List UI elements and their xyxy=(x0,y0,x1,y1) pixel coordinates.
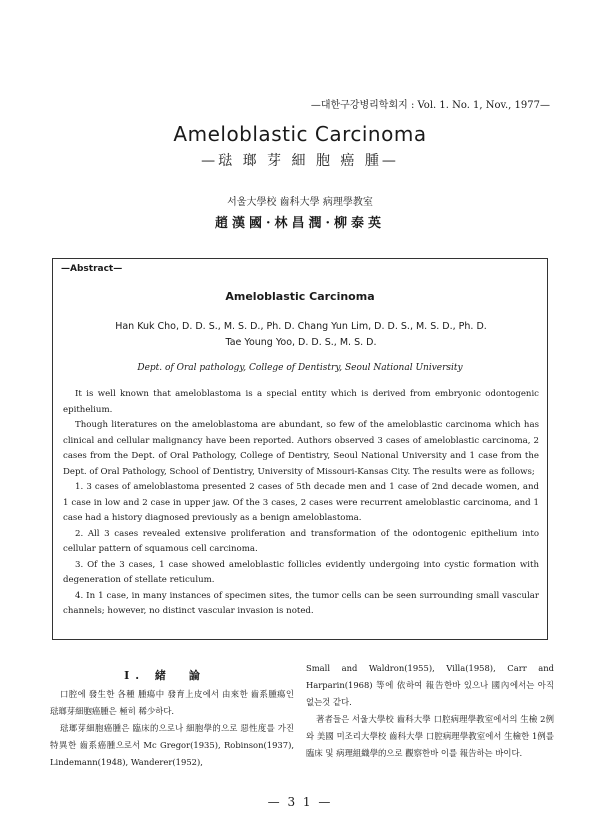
body-paragraph-continued: Small and Waldron(1955), Villa(1958), Carr and Harparin(1968) 等에 依하여 報告한바 있으나 國內에서는 아직 없는것 같다. xyxy=(306,663,554,707)
abstract-paragraph: 3. Of the 3 cases, 1 case showed ameloblastic follicles evidently undergoing into cystic formation with degeneration of stellate reticulum. xyxy=(63,559,539,585)
abstract-title: Ameloblastic Carcinoma xyxy=(225,290,375,303)
article-title: Ameloblastic Carcinoma xyxy=(173,122,427,146)
authors-korean: 趙漢國·林昌潤·柳泰英 xyxy=(214,216,386,231)
body-paragraph: 著者들은 서울大學校 齒科大學 口腔病理學教室에서의 生檢 2例와 美國 미조리大學校 齒科大學 口腔病理學教室에서 生檢한 1例를 臨床 및 病理組織學的으로 觀察한바 이를 報告하는 바이다. xyxy=(306,714,554,758)
body-paragraph: 琺瑯芽細胞癌腫은 臨床的으로나 細胞學的으로 惡性度를 가진 特異한 齒系癌腫으로서 Mc Gregor(1935), Robinson(1937), Lindemann(1948), Wanderer(1952), xyxy=(50,723,294,767)
abstract-box xyxy=(52,258,548,640)
body-paragraph: 口腔에 發生한 各種 腫瘍中 發育上皮에서 由來한 齒系腫瘍인 琺瑯芽細胞癌腫은 極히 稀少하다. xyxy=(50,689,294,716)
abstract-body xyxy=(63,387,539,620)
body-left-column xyxy=(50,686,294,771)
abstract-affiliation: Dept. of Oral pathology, College of Dentistry, Seoul National University xyxy=(137,363,463,373)
journal-header: —대한구강병리학회지 : Vol. 1. No. 1, Nov., 1977— xyxy=(310,100,550,111)
page-number: — 3 1 — xyxy=(267,795,333,809)
body-right-column xyxy=(306,660,554,762)
abstract-paragraph: 2. All 3 cases revealed extensive proliferation and transformation of the odontogenic epithelium into cellular pattern of squamous cell carcinoma. xyxy=(63,528,539,554)
abstract-paragraph: 4. In 1 case, in many instances of specimen sites, the tumor cells can be seen surrounding small vascular channels; however, no distinct vascular invasion is noted. xyxy=(63,590,539,616)
abstract-authors-line-2: Tae Young Yoo, D. D. S., M. S. D. xyxy=(225,337,377,348)
abstract-paragraph: Though literatures on the ameloblastoma are abundant, so few of the ameloblastic carcinoma which has clinical and cellular malignancy have been reported. Authors observed 3 cases of ameloblastic carcinoma, 2 cases from the Dept. of Oral Pathology, College of Dentistry, Seoul National University and 1 case from the Dept. of Oral Pathology, School of Dentistry, University of Missouri-Kansas City. The results were as follows; xyxy=(63,420,539,477)
section-heading-introduction: I. 緒 論 xyxy=(124,669,206,682)
abstract-paragraph: It is well known that ameloblastoma is a special entity which is derived from embryonic odontogenic epithelium. xyxy=(63,389,539,415)
affiliation-korean: 서울大學校 齒科大學 病理學教室 xyxy=(227,197,373,208)
article-subtitle: —琺 瑯 芽 細 胞 癌 腫— xyxy=(201,153,399,169)
abstract-label: —Abstract— xyxy=(61,264,123,274)
abstract-authors-line-1: Han Kuk Cho, D. D. S., M. S. D., Ph. D. Chang Yun Lim, D. D. S., M. S. D., Ph. D. xyxy=(115,321,487,332)
abstract-paragraph: 1. 3 cases of ameloblastoma presented 2 cases of 5th decade men and 1 case of 2nd decade women, and 1 case in low and 2 case in upper jaw. Of the 3 cases, 2 cases were recurrent ameloblastic carcinoma, and 1 case had a history diagnosed previously as a benign ameloblastoma. xyxy=(63,482,539,523)
abstract-authors xyxy=(73,319,529,351)
